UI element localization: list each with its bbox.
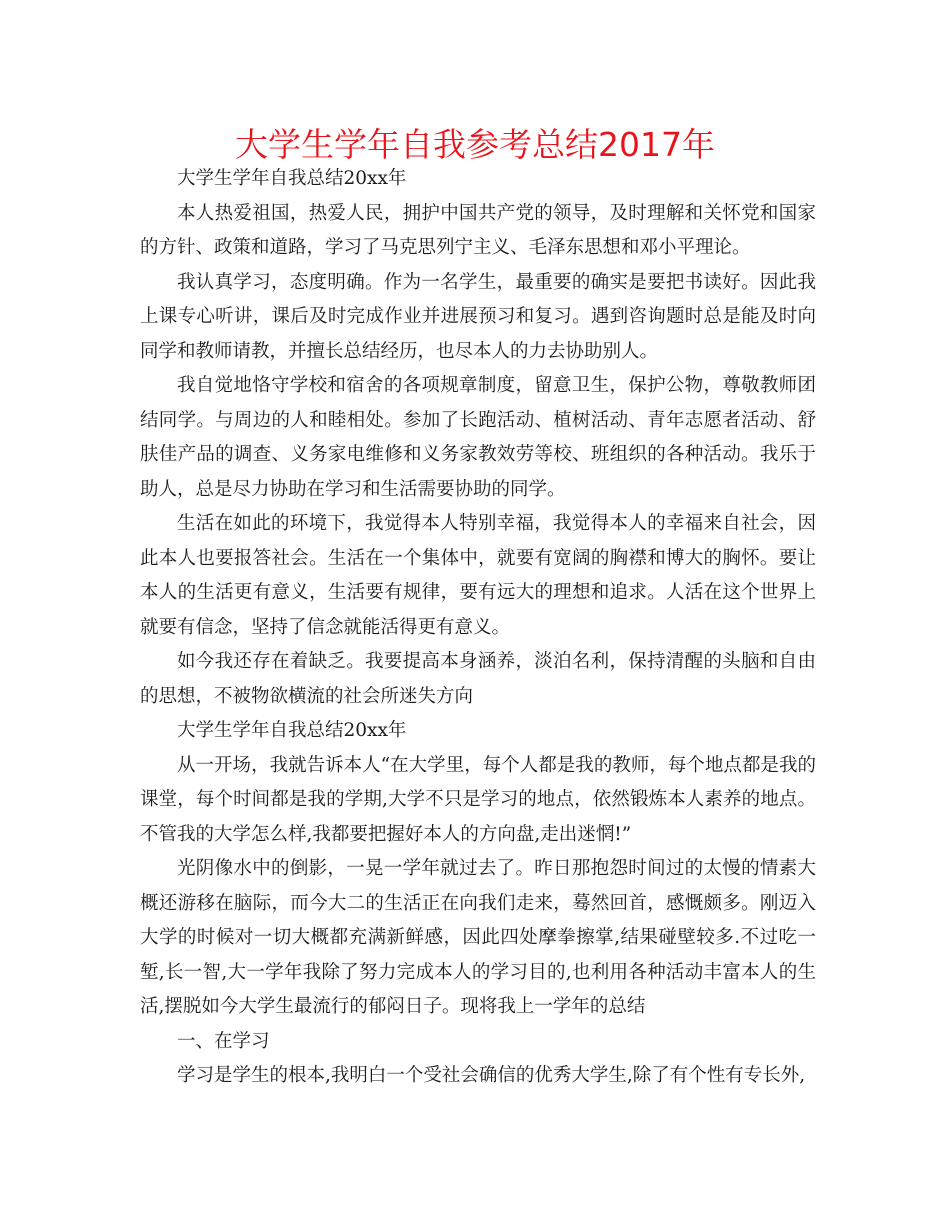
paragraph-1: 本人热爱祖国，热爱人民，拥护中国共产党的领导，及时理解和关怀党和国家的方针、政策和道路，学习了马克思列宁主义、毛泽东思想和邓小平理论。 (140, 202, 816, 258)
paragraph-8: 学习是学生的根本,我明白一个受社会确信的优秀大学生,除了有个性有专长外, (177, 1065, 806, 1086)
paragraph-5: 如今我还存在着缺乏。我要提高本身涵养，淡泊名利，保持清醒的头脑和自由的思想，不被物欲横流的社会所迷失方向 (140, 651, 816, 707)
section-heading-study: 一、在学习 (177, 1030, 270, 1052)
document-body (140, 162, 816, 1094)
paragraph-7: 光阴像水中的倒影，一晃一学年就过去了。昨日那抱怨时间过的太慢的情素大概还游移在脑际，而今大二的生活正在向我们走来，蓦然回首，感慨颇多。刚迈入大学的时候对一切大概都充满新鲜感，因此四处摩拳擦掌,结果碰壁较多.不过吃一堑,长一智,大一学年我除了努力完成本人的学习目的,也利用各种活动丰富本人的生活,摆脱如今大学生最流行的郁闷日子。现将我上一学年的总结 (140, 858, 816, 1017)
section-subtitle-2: 大学生学年自我总结20xx年 (177, 720, 407, 741)
paragraph-3: 我自觉地恪守学校和宿舍的各项规章制度，留意卫生，保护公物，尊敬教师团结同学。与周边的人和睦相处。参加了长跑活动、植树活动、青年志愿者活动、舒肤佳产品的调查、义务家电维修和义务家教效劳等校、班组织的各种活动。我乐于助人，总是尽力协助在学习和生活需要协助的同学。 (140, 375, 816, 500)
paragraph-4: 生活在如此的环境下，我觉得本人特别幸福，我觉得本人的幸福来自社会，因此本人也要报答社会。生活在一个集体中，就要有宽阔的胸襟和博大的胸怀。要让本人的生活更有意义，生活要有规律，要有远大的理想和追求。人活在这个世界上就要有信念，坚持了信念就能活得更有意义。 (140, 513, 816, 638)
paragraph-6: 从一开场，我就告诉本人“在大学里，每个人都是我的教师，每个地点都是我的课堂，每个时间都是我的学期,大学不只是学习的地点，依然锻炼本人素养的地点。不管我的大学怎么样,我都要把握好本人的方向盘,走出迷惘!” (140, 754, 816, 845)
paragraph-2: 我认真学习，态度明确。作为一名学生，最重要的确实是要把书读好。因此我上课专心听讲，课后及时完成作业并进展预习和复习。遇到咨询题时总是能及时向同学和教师请教，并擅长总结经历，也尽本人的力去协助别人。 (140, 271, 816, 362)
document-title: 大学生学年自我参考总结2017年 (235, 125, 715, 164)
section-subtitle-1: 大学生学年自我总结20xx年 (177, 168, 407, 189)
